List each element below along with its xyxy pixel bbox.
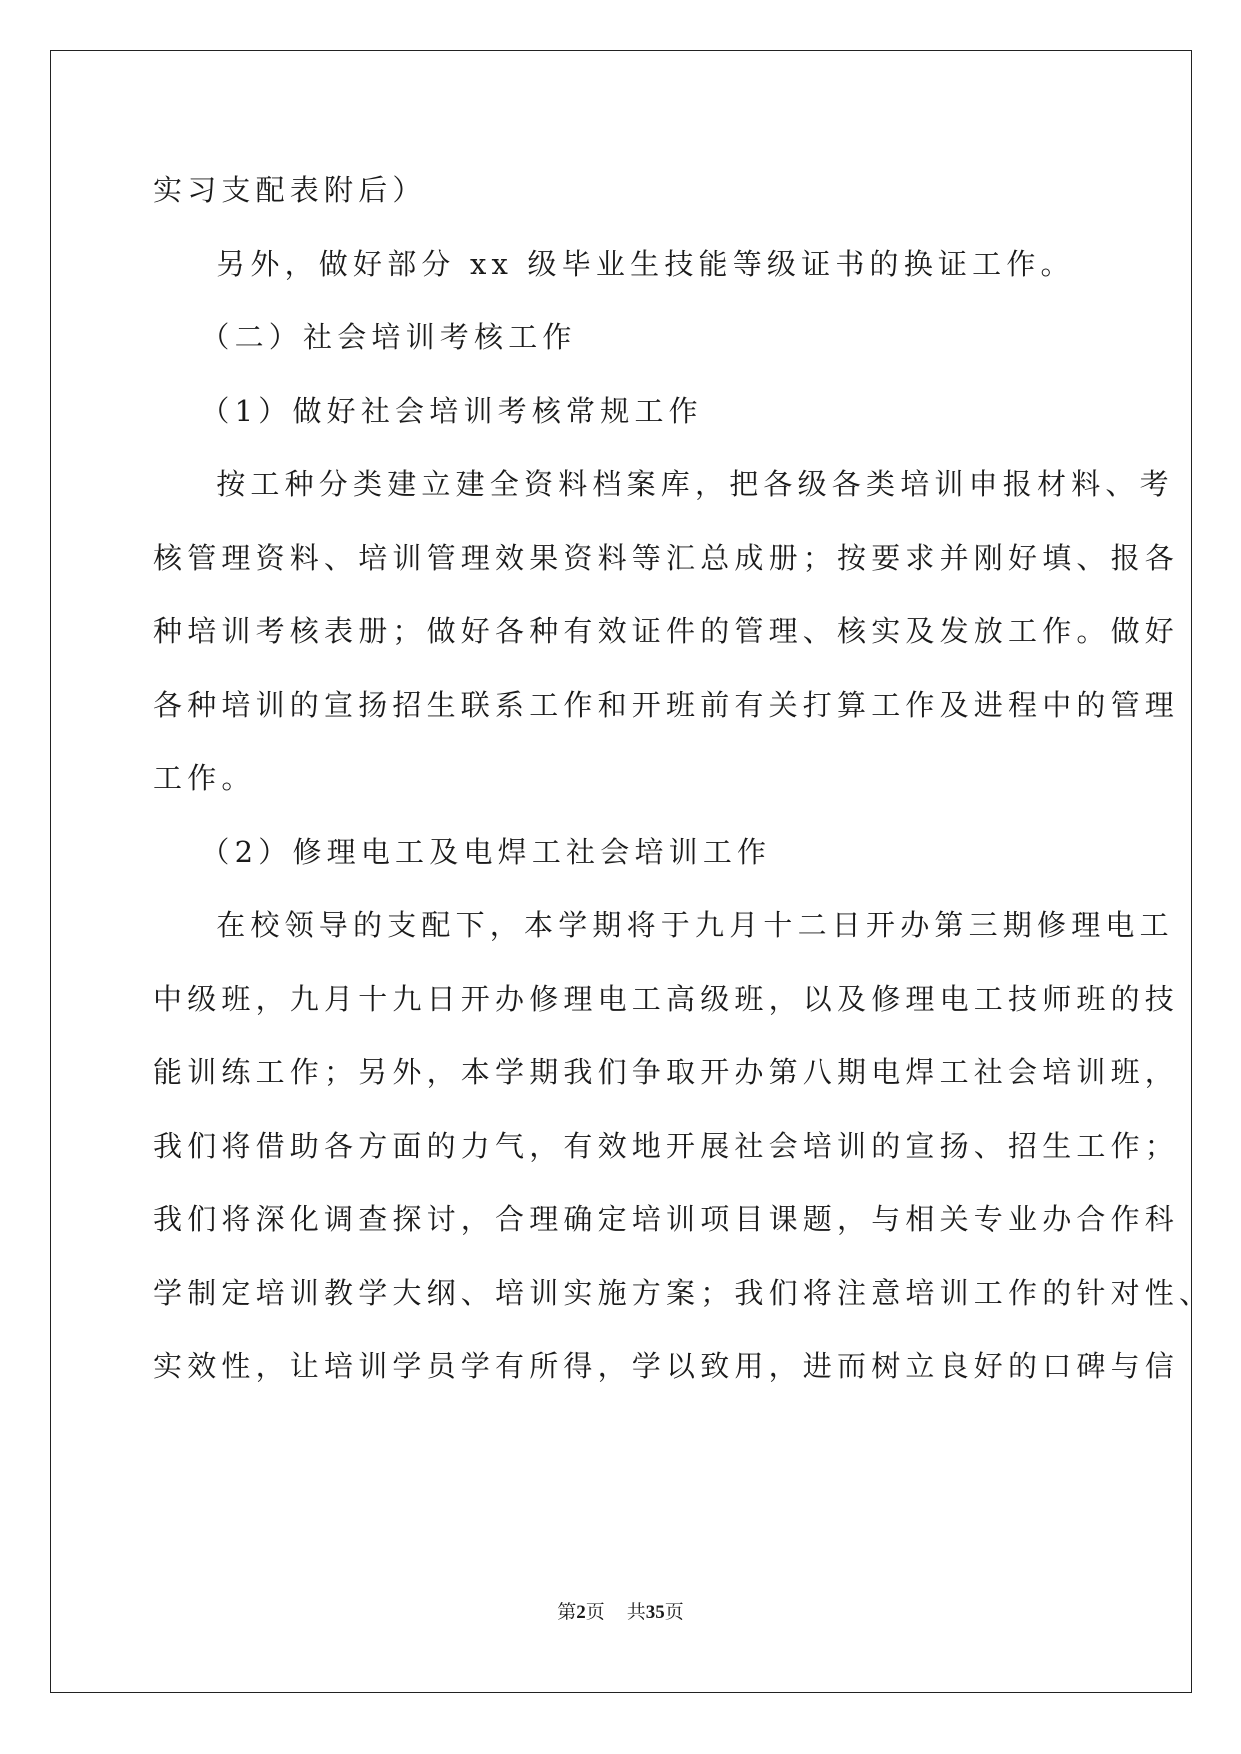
text-line: 种培训考核表册；做好各种有效证件的管理、核实及发放工作。做好: [153, 614, 1180, 648]
text-line: 按工种分类建立建全资料档案库，把各级各类培训申报材料、考: [216, 467, 1174, 501]
text-line: 另外，做好部分 xx 级毕业生技能等级证书的换证工作。: [216, 246, 1075, 281]
subsection-heading: （1）做好社会培训考核常规工作: [200, 393, 703, 428]
text-line: 我们将深化调查探讨，合理确定培训项目课题，与相关专业办合作科: [153, 1202, 1180, 1236]
page-footer: [0, 1600, 1241, 1625]
text-line: 各种培训的宣扬招生联系工作和开班前有关打算工作及进程中的管理: [153, 687, 1180, 722]
section-heading: （二）社会培训考核工作: [200, 320, 577, 354]
text-line: 能训练工作；另外，本学期我们争取开办第八期电焊工社会培训班，: [153, 1055, 1180, 1089]
text-line: 我们将借助各方面的力气，有效地开展社会培训的宣扬、招生工作；: [153, 1128, 1180, 1163]
page-prefix: 第: [557, 1601, 577, 1623]
text-line: 实效性，让培训学员学有所得，学以致用，进而树立良好的口碑与信: [153, 1349, 1180, 1383]
total-prefix: 共: [626, 1601, 646, 1623]
text-line: 工作。: [153, 761, 256, 795]
subsection-heading: （2）修理电工及电焊工社会培训工作: [200, 834, 772, 869]
page-suffix: 页: [585, 1601, 605, 1623]
total-suffix: 页: [664, 1601, 684, 1623]
text-line: 中级班，九月十九日开办修理电工高级班，以及修理电工技师班的技: [153, 981, 1180, 1016]
text-line: 核管理资料、培训管理效果资料等汇总成册；按要求并刚好填、报各: [153, 540, 1180, 575]
total-pages: 35: [645, 1602, 665, 1623]
text-line: 在校领导的支配下，本学期将于九月十二日开办第三期修理电工: [216, 908, 1174, 942]
text-line: 实习支配表附后）: [153, 173, 427, 207]
text-line: 学制定培训教学大纲、培训实施方案；我们将注意培训工作的针对性、: [153, 1275, 1214, 1310]
page-number: 2: [576, 1602, 586, 1623]
page-border: [50, 50, 1192, 1693]
